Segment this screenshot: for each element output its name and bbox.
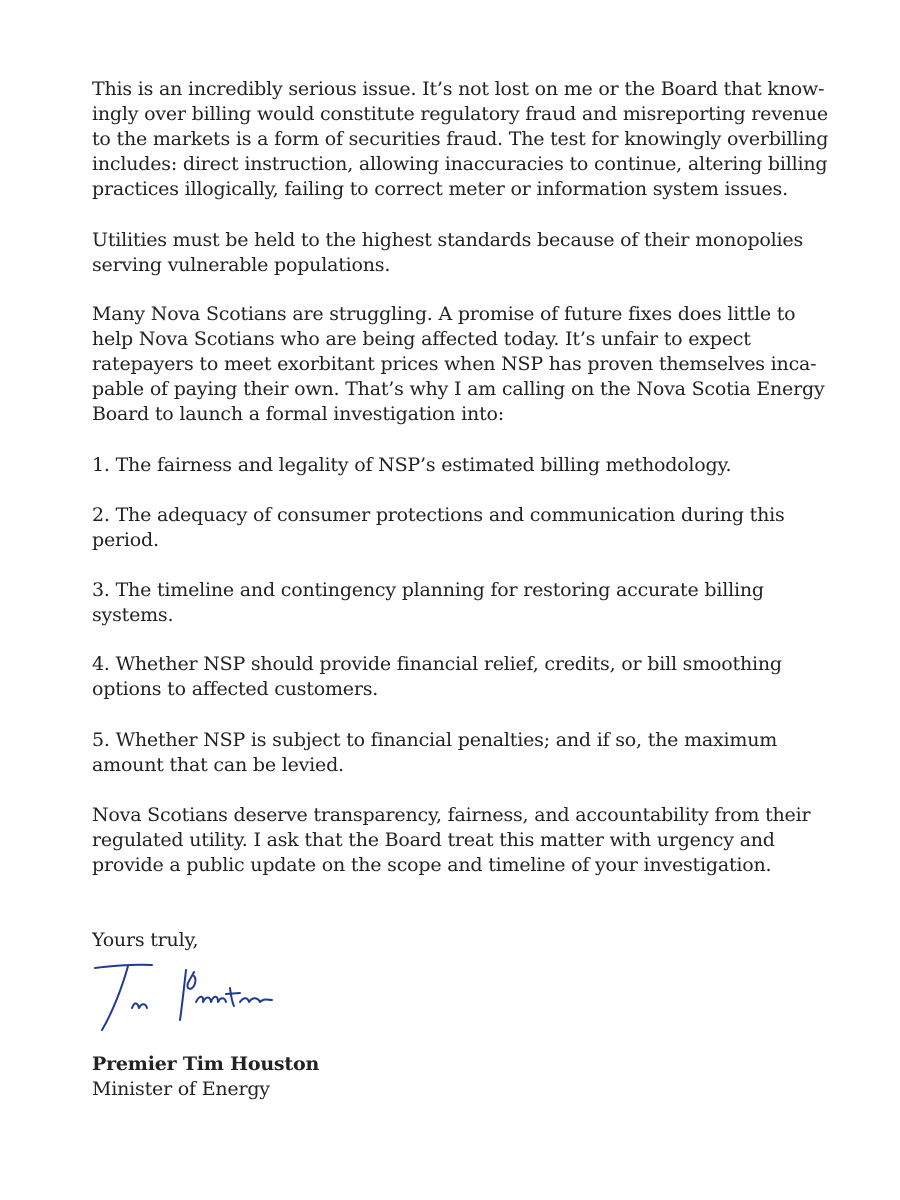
- list-item: [92, 503, 812, 553]
- list-item: [92, 578, 812, 628]
- text-line: to the markets is a form of securities fraud. The test for knowingly overbilling: [92, 128, 829, 150]
- text-line: 1. The fairness and legality of NSP’s estimated billing methodology.: [92, 454, 732, 476]
- text-line: includes: direct instruction, allowing inaccuracies to continue, altering billing: [92, 153, 828, 175]
- text-line: ratepayers to meet exorbitant prices when NSP has proven themselves inca-: [92, 353, 817, 375]
- text-line: 5. Whether NSP is subject to financial penalties; and if so, the maximum: [92, 729, 778, 751]
- text-line: Many Nova Scotians are struggling. A promise of future fixes does little to: [92, 303, 796, 325]
- paragraph-conclusion: [92, 803, 812, 878]
- text-line: help Nova Scotians who are being affected today. It’s unfair to expect: [92, 328, 751, 350]
- signer-title: Minister of Energy: [92, 1078, 270, 1100]
- text-line: Nova Scotians deserve transparency, fairness, and accountability from their: [92, 804, 811, 826]
- closing-salutation: [92, 928, 812, 953]
- text-line: options to affected customers.: [92, 678, 379, 700]
- signer-name: Premier Tim Houston: [92, 1053, 320, 1075]
- paragraph-seriousness: [92, 77, 829, 202]
- text-line: amount that can be levied.: [92, 754, 344, 776]
- paragraph-standards: [92, 228, 812, 278]
- text-line: This is an incredibly serious issue. It’s not lost on me or the Board that know-: [92, 78, 825, 100]
- text-line: practices illogically, failing to correct meter or information system issues.: [92, 178, 788, 200]
- text-line: systems.: [92, 604, 174, 626]
- text-line: 4. Whether NSP should provide financial relief, credits, or bill smoothing: [92, 653, 782, 675]
- text-line: serving vulnerable populations.: [92, 254, 391, 276]
- text-line: regulated utility. I ask that the Board treat this matter with urgency and: [92, 829, 775, 851]
- text-line: provide a public update on the scope and timeline of your investigation.: [92, 854, 772, 876]
- closing-text: Yours truly,: [92, 929, 199, 951]
- text-line: 2. The adequacy of consumer protections and communication during this: [92, 504, 785, 526]
- list-item: [92, 652, 812, 702]
- list-item: [92, 453, 812, 478]
- text-line: Utilities must be held to the highest standards because of their monopolies: [92, 229, 803, 251]
- text-line: pable of paying their own. That’s why I am calling on the Nova Scotia Energy: [92, 378, 825, 400]
- signature: [90, 958, 290, 1038]
- paragraph-investigation-request: [92, 302, 825, 427]
- text-line: 3. The timeline and contingency planning for restoring accurate billing: [92, 579, 764, 601]
- text-line: Board to launch a formal investigation into:: [92, 403, 504, 425]
- text-line: period.: [92, 529, 159, 551]
- list-item: [92, 728, 812, 778]
- text-line: ingly over billing would constitute regulatory fraud and misreporting revenue: [92, 103, 828, 125]
